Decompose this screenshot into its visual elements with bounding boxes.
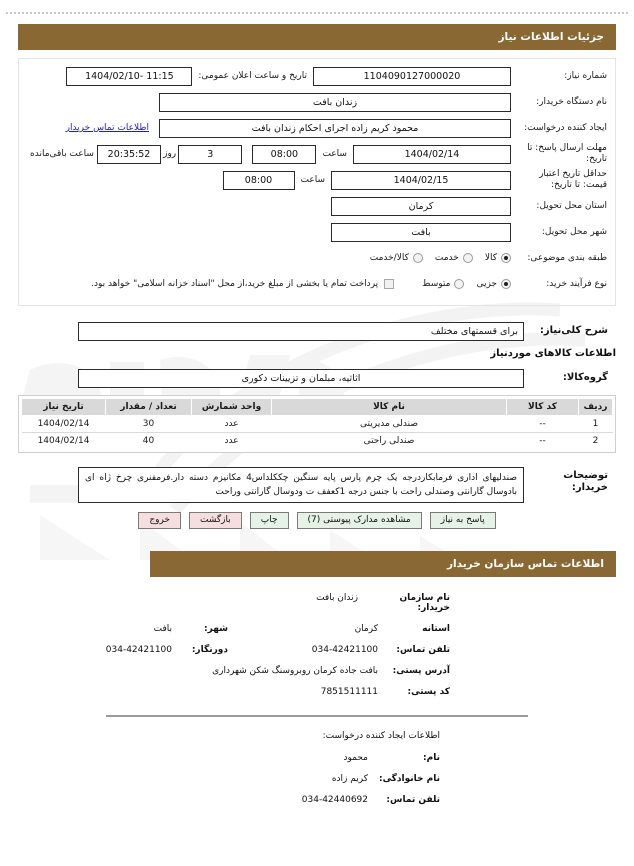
row-contact-province xyxy=(18,624,616,634)
request-creator-label: ایجاد کننده درخواست: xyxy=(524,122,607,133)
buyer-notes-label: توضیحات خریدار: xyxy=(563,469,608,493)
remaining-days-unit: روز xyxy=(163,149,177,159)
delivery-province-value: کرمان xyxy=(331,197,511,216)
reply-deadline-hour-label: ساعت xyxy=(322,149,347,159)
cell-unit: عدد xyxy=(224,436,239,447)
classification-radio-goods[interactable] xyxy=(473,253,511,263)
delivery-province-label: استان محل تحویل: xyxy=(536,200,607,211)
reply-deadline-label: مهلت ارسال پاسخ: تا تاریخ: xyxy=(527,143,607,164)
cell-quantity: 40 xyxy=(142,436,155,447)
cell-need-date: 1404/02/14 xyxy=(37,436,90,447)
buyer-notes-value: صندلیهای اداری فرمابکاردرجه یک چرم پارس پایه سنگین چککلداس4 مکانیزم دسته دار.فرمفنری چرخ ژاه ای بادوسال گارانتی وصندلی راحت با جنس درجه 1کعفف ت ودوسال گارانتی وراحت xyxy=(78,467,524,503)
row-price-validity xyxy=(27,169,607,191)
goods-table-wrapper xyxy=(18,395,616,453)
remaining-time-value: 20:35:52 xyxy=(97,145,161,164)
page-frame xyxy=(6,12,628,858)
delivery-city-value: بافت xyxy=(331,223,511,242)
row-creator-last-name xyxy=(18,774,440,784)
need-number-label: شماره نیاز: xyxy=(564,70,607,81)
classification-option-2-label: کالا/خدمت xyxy=(369,253,409,263)
row-buyer-org xyxy=(27,91,607,113)
process-type-radio-minor[interactable] xyxy=(464,279,511,289)
row-contact-postal xyxy=(18,687,616,697)
creator-last-name-label: نام خانوادگی: xyxy=(378,773,440,784)
reply-deadline-hour: 08:00 xyxy=(252,145,316,164)
cell-row-no: 2 xyxy=(592,436,599,447)
row-contact-phone xyxy=(18,645,616,655)
cell-item-code: -- xyxy=(539,436,546,447)
section-divider xyxy=(106,715,528,717)
row-process-type xyxy=(27,273,607,295)
buyer-org-label: نام دستگاه خریدار: xyxy=(536,96,607,107)
need-info-panel xyxy=(18,58,616,306)
contact-province-value: کرمان xyxy=(354,623,378,634)
goods-table xyxy=(21,398,613,450)
row-goods-group xyxy=(26,367,608,389)
goods-table-header-row xyxy=(22,399,613,416)
creator-info-details xyxy=(18,753,440,805)
process-type-option-0-label: جزیی xyxy=(476,279,497,289)
cell-item-name: صندلی راحتی xyxy=(363,436,415,447)
row-summary xyxy=(26,320,608,342)
remaining-time-label: ساعت باقی‌مانده xyxy=(30,149,94,159)
contact-address-label: آدرس پستی: xyxy=(392,665,450,676)
price-validity-hour: 08:00 xyxy=(223,171,295,190)
needs-details-header-bar xyxy=(18,24,616,50)
classification-radio-service[interactable] xyxy=(423,253,473,263)
cell-unit: عدد xyxy=(192,416,272,433)
contact-phone-label: تلفن تماس: xyxy=(396,644,450,655)
row-creator-phone xyxy=(18,795,440,805)
row-request-creator xyxy=(27,117,607,139)
goods-group-panel xyxy=(18,367,616,389)
classification-label: طبقه بندی موضوعی: xyxy=(527,252,607,263)
col-row-no: ردیف xyxy=(579,399,613,416)
creator-phone-value: 034-42440692 xyxy=(301,794,368,805)
price-validity-date: 1404/02/15 xyxy=(331,171,511,190)
summary-value: برای قسمتهای مختلف xyxy=(78,322,524,341)
treasury-bond-note: پرداخت تمام یا بخشی از مبلغ خرید،از محل "اسناد خزانه اسلامی" خواهد بود. xyxy=(91,279,379,289)
request-creator-value: محمود کریم زاده اجرای احکام زندان بافت xyxy=(159,119,511,138)
goods-group-label: گروه‌کالا: xyxy=(562,372,608,383)
price-validity-hour-label: ساعت xyxy=(300,175,325,185)
need-number-value: 1104090127000020 xyxy=(313,67,511,86)
buyer-contact-details xyxy=(18,593,616,697)
cell-quantity: 30 xyxy=(106,416,192,433)
exit-button[interactable]: خروج xyxy=(138,512,181,529)
respond-to-need-button[interactable]: پاسخ به نیاز xyxy=(430,512,496,529)
buyer-contact-header-bar xyxy=(150,551,616,577)
contact-org-name-label: نام سازمان خریدار: xyxy=(399,592,450,613)
print-button[interactable]: چاپ xyxy=(250,512,289,529)
summary-label: شرح کلی‌نیاز: xyxy=(539,325,608,336)
summary-panel xyxy=(18,314,616,342)
contact-city-label: شهر: xyxy=(204,623,228,634)
contact-province-label: استانه xyxy=(422,623,450,634)
radio-goods-icon[interactable] xyxy=(501,253,511,263)
classification-radio-goods-service[interactable] xyxy=(358,253,423,263)
cell-item-code: -- xyxy=(507,416,579,433)
row-delivery-province xyxy=(27,195,607,217)
table-row xyxy=(22,416,613,433)
announce-datetime-value: 11:15 -1404/02/10 xyxy=(66,67,192,86)
creator-phone-label: تلفن تماس: xyxy=(386,794,440,805)
cell-row-no: 1 xyxy=(579,416,613,433)
contact-city-value: بافت xyxy=(153,623,172,634)
back-button[interactable]: بازگشت xyxy=(189,512,242,529)
contact-phone-value: 034-42421100 xyxy=(311,644,378,655)
contact-org-name-value: زندان بافت xyxy=(316,592,358,603)
process-type-radio-medium[interactable] xyxy=(410,279,464,289)
col-unit: واحد شمارش xyxy=(192,399,272,416)
treasury-bond-checkbox[interactable] xyxy=(384,279,394,289)
announce-datetime-label: تاریخ و ساعت اعلان عمومی: xyxy=(198,71,307,81)
price-validity-label: حداقل تاریخ اعتبار قیمت: تا تاریخ: xyxy=(539,169,607,190)
buyer-contact-link[interactable]: اطلاعات تماس خریدار xyxy=(65,123,149,133)
classification-option-1-label: خدمت xyxy=(434,253,459,263)
contact-fax-value: 034-42421100 xyxy=(105,644,172,655)
row-classification xyxy=(27,247,607,269)
view-attached-documents-button[interactable]: مشاهده مدارک پیوستی (7) xyxy=(297,512,422,529)
process-type-option-1-label: متوسط xyxy=(422,279,451,289)
row-buyer-notes xyxy=(26,467,608,503)
col-item-code: کد کالا xyxy=(507,399,579,416)
row-need-number xyxy=(27,65,607,87)
col-quantity: تعداد / مقدار xyxy=(106,399,192,416)
row-creator-first-name xyxy=(18,753,440,763)
creator-info-title: اطلاعات ایجاد کننده درخواست: xyxy=(322,730,440,741)
contact-fax-label: دورنگار: xyxy=(191,644,228,655)
cell-need-date: 1404/02/14 xyxy=(22,416,106,433)
classification-option-0-label: کالا xyxy=(484,253,497,263)
radio-service-icon[interactable] xyxy=(463,253,473,263)
reply-deadline-date: 1404/02/14 xyxy=(353,145,511,164)
radio-minor-icon[interactable] xyxy=(501,279,511,289)
row-reply-deadline xyxy=(27,143,607,165)
creator-first-name-label: نام: xyxy=(423,752,440,763)
radio-goods-service-icon[interactable] xyxy=(413,253,423,263)
contact-address-value: بافت جاده کرمان روبروسنگ شکن شهرداری xyxy=(212,665,378,676)
buyer-contact-title: اطلاعات تماس سازمان خریدار xyxy=(447,557,604,570)
row-contact-address xyxy=(18,666,616,676)
goods-group-value: اثاثیه، مبلمان و تزیینات دکوری xyxy=(78,369,524,388)
buyer-notes-panel xyxy=(18,461,616,503)
action-button-bar xyxy=(6,512,628,529)
creator-last-name-value: کریم زاده xyxy=(331,773,368,784)
remaining-days-value: 3 xyxy=(178,145,242,164)
contact-postal-value: 7851511111 xyxy=(320,686,378,697)
table-row xyxy=(22,433,613,450)
radio-medium-icon[interactable] xyxy=(454,279,464,289)
needs-details-title: جزئیات اطلاعات نیاز xyxy=(498,31,604,43)
buyer-org-value: زندان بافت xyxy=(159,93,511,112)
row-delivery-city xyxy=(27,221,607,243)
cell-item-name: صندلی مدیریتی xyxy=(272,416,507,433)
row-contact-org-name xyxy=(18,593,616,613)
col-item-name: نام کالا xyxy=(272,399,507,416)
col-need-date: تاریخ نیاز xyxy=(22,399,106,416)
delivery-city-label: شهر محل تحویل: xyxy=(541,226,607,237)
process-type-label: نوع فرآیند خرید: xyxy=(546,278,607,289)
contact-postal-label: کد پستی: xyxy=(407,686,450,697)
goods-section-title: اطلاعات کالاهای موردنیاز xyxy=(490,348,616,359)
creator-first-name-value: محمود xyxy=(343,752,368,763)
